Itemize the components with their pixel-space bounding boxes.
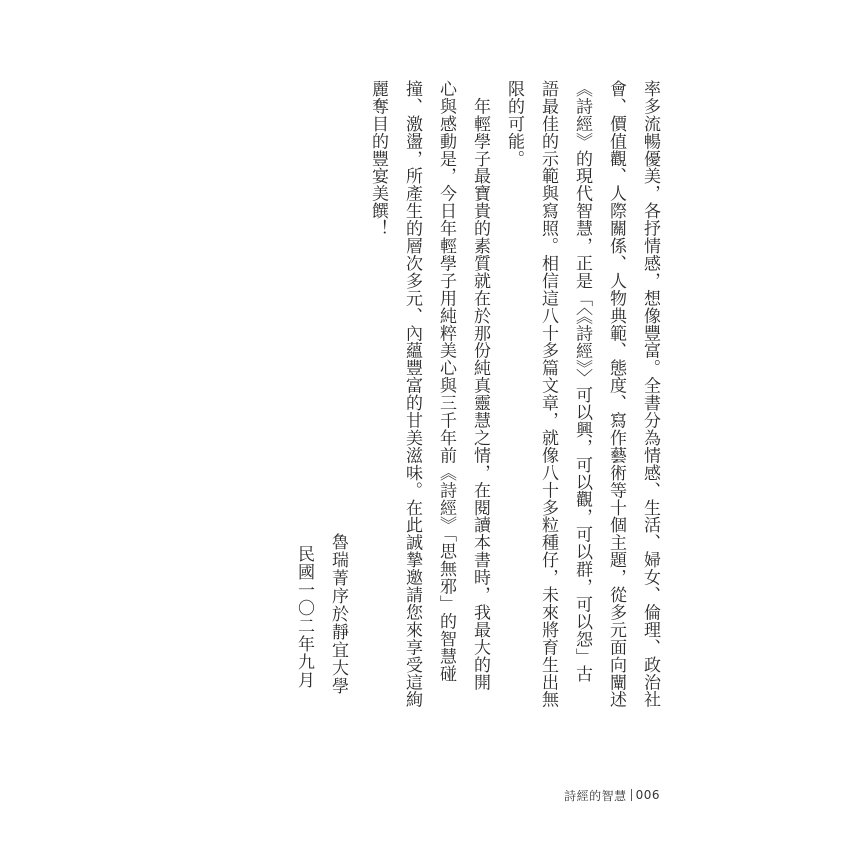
footer-divider (631, 789, 632, 801)
text-column-9: 麗奪目的豐宴美饌！ (368, 80, 388, 238)
text-column-5: 限的可能。 (504, 80, 524, 168)
running-title: 詩經的智慧 (564, 788, 627, 803)
text-column-8: 撞、激盪，所產生的層次多元、內蘊豐富的甘美滋味。在此誠摯邀請您來享受這絢 (402, 80, 422, 709)
text-column-3: 《詩經》的現代智慧，正是「〈《詩經》〉可以興，可以觀，可以群，可以怨」古 (572, 80, 592, 683)
text-column-4: 語最佳的示範與寫照。相信這八十多篇文章，就像八十多粒種仔，未來將育生出無 (538, 80, 558, 709)
signature-author: 魯瑞菁序於靜宜大學 (328, 533, 348, 695)
page-number: 006 (635, 788, 660, 802)
text-column-6: 年輕學子最寶貴的素質就在於那份純真靈慧之情，在閱讀本書時，我最大的開 (470, 80, 490, 691)
page-footer (560, 785, 660, 805)
signature-date: 民國一〇二年九月 (294, 545, 314, 689)
text-column-7: 心與感動是，今日年輕學子用純粹美心與三千年前《詩經》「思無邪」的智慧碰 (436, 80, 456, 683)
text-column-1: 率多流暢優美，各抒情感，想像豐富。全書分為情感、生活、婦女、倫理、政治社 (640, 80, 660, 709)
text-column-2: 會、價值觀、人際關係、人物典範、態度、寫作藝術等十個主題，從多元面向闡述 (606, 80, 626, 709)
